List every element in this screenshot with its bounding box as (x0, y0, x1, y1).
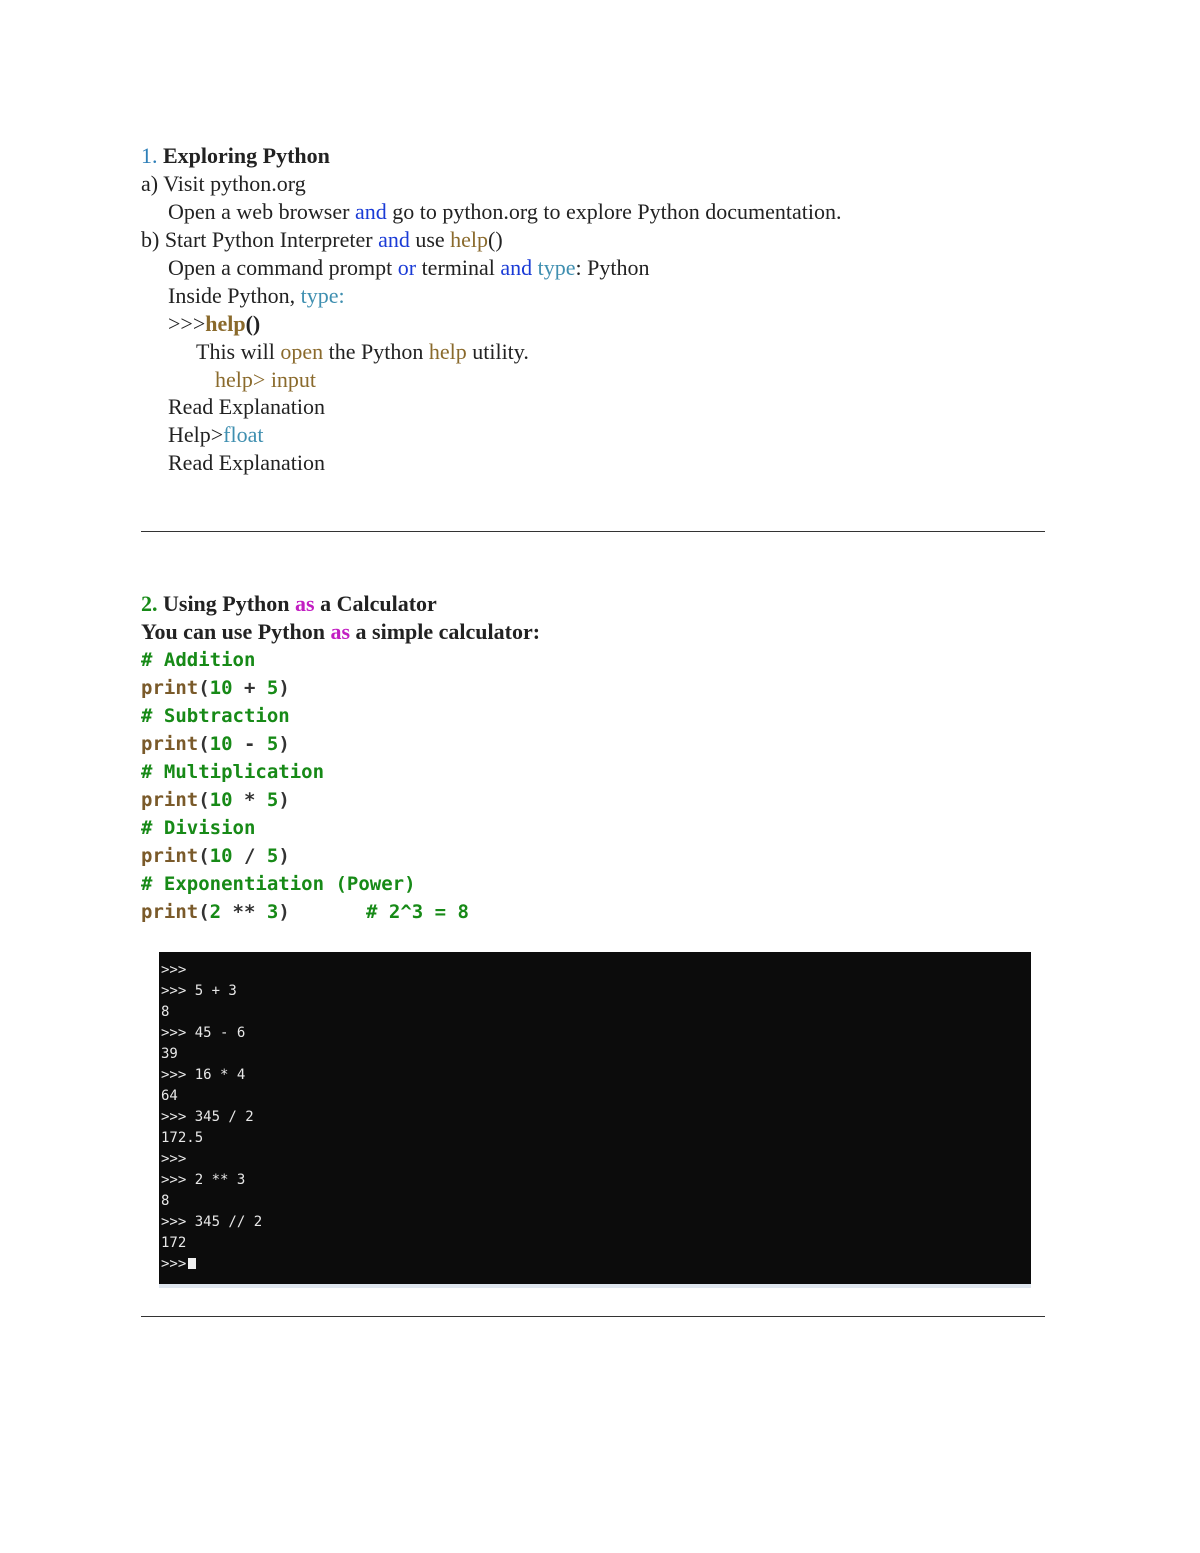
operator: * (232, 789, 267, 811)
terminal-line: 39 (161, 1046, 178, 1062)
terminal-line: 8 (161, 1004, 170, 1020)
text-segment: a Calculator (314, 591, 437, 616)
read-explanation-2: Read Explanation (168, 450, 326, 475)
inside-python-line (168, 282, 345, 310)
code-comment-addition: # Addition (141, 649, 256, 671)
terminal-line: >>> 345 / 2 (161, 1109, 254, 1125)
section1-title: Exploring Python (163, 143, 330, 168)
terminal-line: >>> 45 - 6 (161, 1025, 246, 1041)
code-comment-exponentiation: # Exponentiation (Power) (141, 873, 416, 895)
text-segment: > (252, 367, 271, 392)
text-segment: ) (278, 845, 290, 867)
text-segment: ( (198, 733, 210, 755)
number: 5 (266, 733, 279, 755)
text-segment: Open a command prompt (168, 255, 398, 280)
keyword-print: print (141, 677, 199, 699)
text-segment: ) (278, 789, 290, 811)
number: 10 (209, 845, 233, 867)
terminal-line: >>> (161, 962, 187, 978)
terminal-line: 172 (161, 1235, 187, 1251)
help-float-line (168, 421, 264, 449)
number: 10 (209, 733, 233, 755)
number: 2 (209, 901, 222, 923)
text-segment: Open a web browser (168, 199, 355, 224)
text-segment: terminal (416, 255, 501, 280)
terminal-line: >>> (161, 1151, 187, 1167)
help-utility-line (196, 338, 529, 366)
keyword-as: as (330, 619, 351, 644)
code-inline-comment: # 2^3 = 8 (366, 901, 469, 923)
text-segment: ( (198, 789, 210, 811)
text-segment: : Python (575, 255, 650, 280)
text-segment: ( (198, 901, 210, 923)
number: 5 (266, 845, 279, 867)
terminal-line: >>> 2 ** 3 (161, 1172, 246, 1188)
step-a-label: a) Visit python.org (141, 171, 306, 196)
keyword-print: print (141, 789, 199, 811)
number: 5 (266, 789, 279, 811)
terminal-prompt-line (161, 1254, 196, 1275)
section2-intro (141, 618, 540, 646)
code-print-exponentiation (141, 898, 290, 926)
keyword-and: and (378, 227, 410, 252)
keyword-print: print (141, 733, 199, 755)
terminal-line: >>> 5 + 3 (161, 983, 237, 999)
code-print-subtraction (141, 730, 290, 758)
code-comment-division: # Division (141, 817, 256, 839)
code-comment-subtraction: # Subtraction (141, 705, 290, 727)
terminal-line: >>> 16 * 4 (161, 1067, 246, 1083)
operator: / (232, 845, 267, 867)
terminal-line: 8 (161, 1193, 170, 1209)
keyword-as: as (295, 591, 315, 616)
keyword-print: print (141, 845, 199, 867)
help-input-line (215, 366, 316, 394)
code-print-division (141, 842, 290, 870)
number: 3 (266, 901, 279, 923)
number: 5 (266, 677, 279, 699)
help-call-line (168, 310, 260, 338)
text-segment: ) (278, 901, 290, 923)
text-segment: ) (278, 733, 290, 755)
keyword-float: float (223, 422, 264, 447)
text-segment: : (338, 283, 345, 308)
operator: - (232, 733, 267, 755)
terminal-line: 64 (161, 1088, 178, 1104)
text-segment: () (245, 311, 261, 336)
keyword-print: print (141, 901, 199, 923)
keyword-type: type (537, 255, 576, 280)
divider (141, 531, 1045, 532)
text-segment: b) Start Python Interpreter (141, 227, 379, 252)
keyword-help: help (450, 227, 489, 252)
text-segment: go to python.org to explore Python documentation. (386, 199, 842, 224)
step-b-label (141, 226, 503, 254)
section1-heading (141, 142, 330, 170)
text-segment: ( (198, 677, 210, 699)
keyword-help: help (215, 367, 253, 392)
keyword-input: input (270, 367, 317, 392)
terminal-line: 172.5 (161, 1130, 204, 1146)
cursor-icon (188, 1258, 196, 1269)
text-segment: Help> (168, 422, 224, 447)
section2-number: 2. (141, 591, 158, 616)
code-comment-multiplication: # Multiplication (141, 761, 325, 783)
section1-number: 1. (141, 143, 158, 168)
prompt: >>> (168, 311, 206, 336)
text-segment: utility. (466, 339, 529, 364)
text-segment: Inside Python, (168, 283, 301, 308)
text-segment: the Python (323, 339, 429, 364)
divider (141, 1316, 1045, 1317)
keyword-help: help (205, 311, 246, 336)
terminal-line: >>> 345 // 2 (161, 1214, 263, 1230)
step-b-command-line (168, 254, 650, 282)
terminal-prompt: >>> (161, 1256, 187, 1272)
text-segment: ) (278, 677, 290, 699)
text-segment: Using Python (157, 591, 296, 616)
step-a-description (168, 198, 842, 226)
keyword-type: type (300, 283, 339, 308)
text-segment: ( (198, 845, 210, 867)
number: 10 (209, 789, 233, 811)
terminal-bottom-strip (159, 1284, 1031, 1288)
text-segment: This will (196, 339, 281, 364)
text-segment: () (488, 227, 503, 252)
text-segment: a simple calculator: (350, 619, 541, 644)
text-segment: You can use Python (141, 619, 331, 644)
text-segment: use (409, 227, 451, 252)
code-print-addition (141, 674, 290, 702)
number: 10 (209, 677, 233, 699)
terminal-screenshot (159, 952, 1031, 1284)
keyword-and: and (500, 255, 533, 280)
keyword-help: help (428, 339, 467, 364)
operator: + (232, 677, 267, 699)
keyword-open: open (280, 339, 324, 364)
keyword-and: and (354, 199, 387, 224)
code-print-multiplication (141, 786, 290, 814)
read-explanation-1: Read Explanation (168, 394, 326, 419)
keyword-or: or (397, 255, 417, 280)
operator: ** (221, 901, 267, 923)
section2-heading (141, 590, 437, 618)
